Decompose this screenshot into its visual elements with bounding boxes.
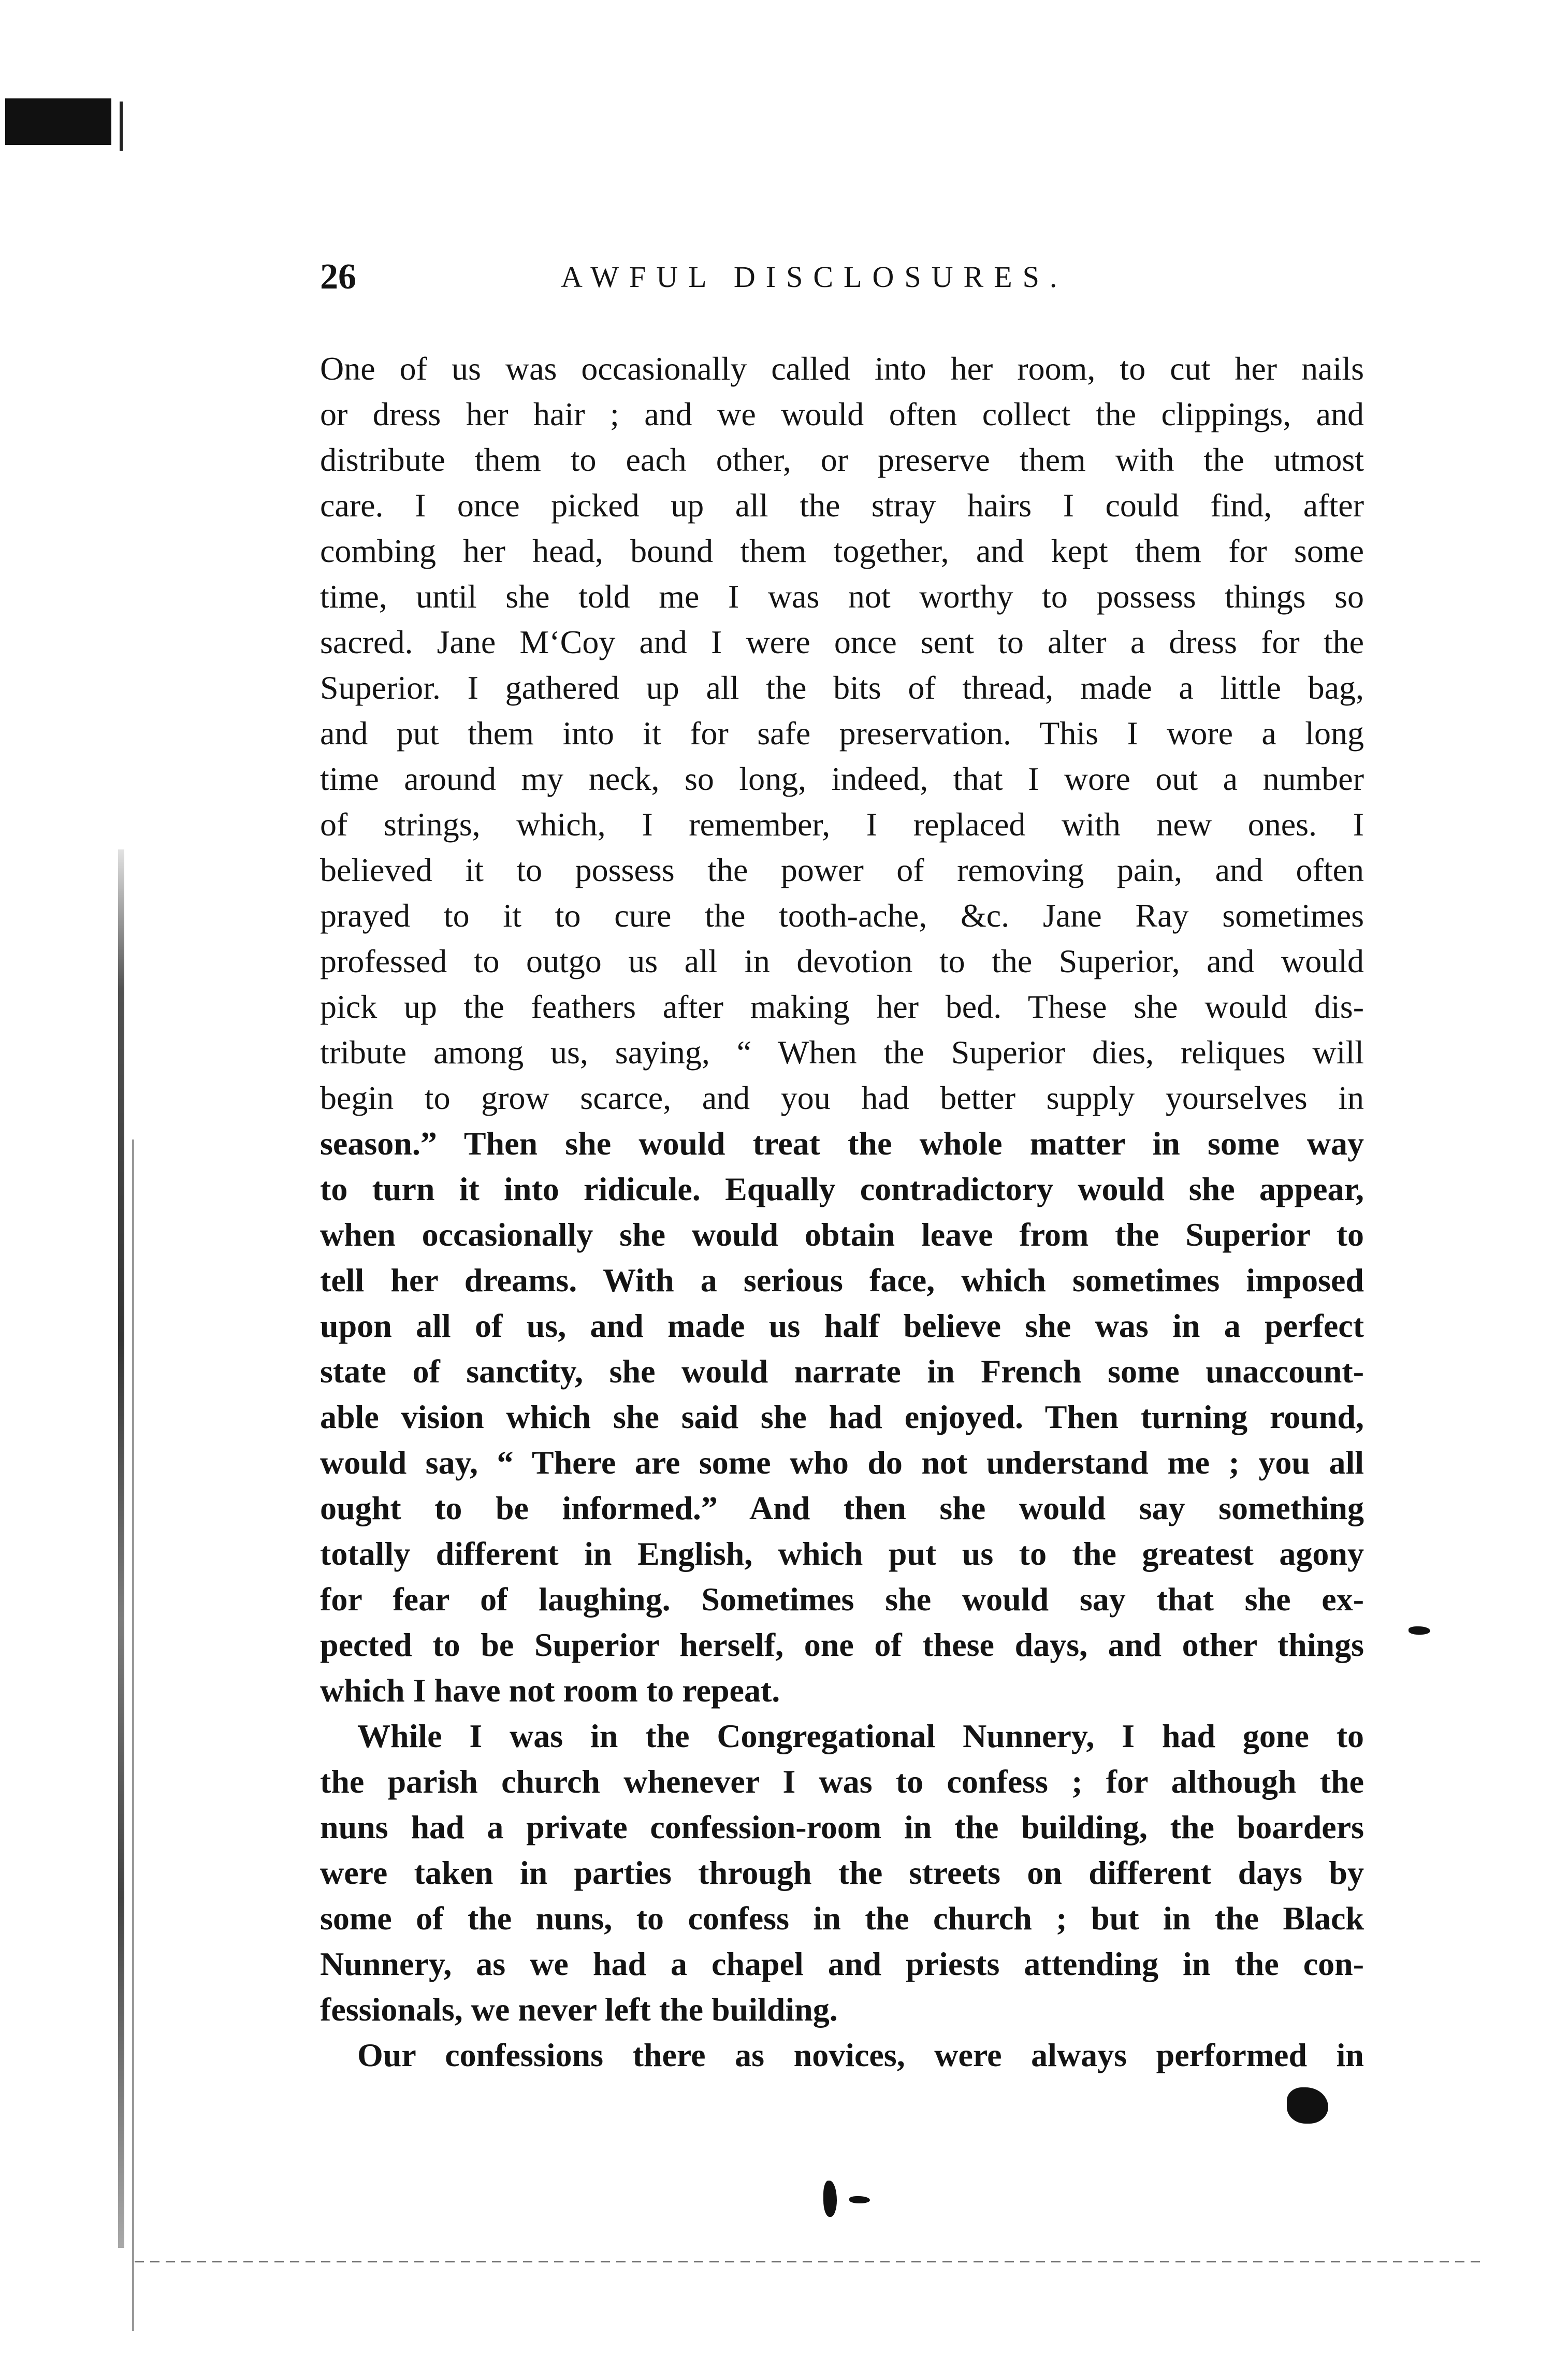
text-line: professed to outgo us all in devotion to the Superior, and would <box>320 943 1364 979</box>
text-line: able vision which she said she had enjoyed. Then turning round, <box>320 1398 1364 1435</box>
text-line: combing her head, bound them together, and kept them for some <box>320 532 1364 569</box>
text-line: to turn it into ridicule. Equally contradictory would she appear, <box>320 1171 1364 1207</box>
text-line: fessionals, we never left the building. <box>320 1991 838 2028</box>
text-line: begin to grow scarce, and you had better supply yourselves in <box>320 1079 1364 1116</box>
text-line: some of the nuns, to confess in the church ; but in the Black <box>320 1900 1364 1937</box>
text-line: were taken in parties through the streets on different days by <box>320 1854 1364 1891</box>
text-line: One of us was occasionally called into her room, to cut her nails <box>320 350 1364 387</box>
text-line: upon all of us, and made us half believe she was in a perfect <box>320 1307 1364 1344</box>
text-line: the parish church whenever I was to confess ; for although the <box>320 1763 1364 1800</box>
text-line: While I was in the Congregational Nunnery, I had gone to <box>357 1718 1364 1754</box>
text-line: time around my neck, so long, indeed, that I wore out a number <box>320 760 1364 797</box>
text-line: of strings, which, I remember, I replaced with new ones. I <box>320 806 1364 843</box>
page-header <box>320 256 1428 298</box>
text-line: believed it to possess the power of removing pain, and often <box>320 852 1364 888</box>
binding-shadow-inner <box>132 1139 134 2331</box>
text-line: or dress her hair ; and we would often collect the clippings, and <box>320 396 1364 432</box>
text-line: pected to be Superior herself, one of these days, and other things <box>320 1626 1364 1663</box>
text-line: when occasionally she would obtain leave from the Superior to <box>320 1216 1364 1253</box>
text-line: Superior. I gathered up all the bits of thread, made a little bag, <box>320 669 1364 706</box>
text-line: which I have not room to repeat. <box>320 1672 780 1709</box>
text-line: pick up the feathers after making her bed. These she would dis- <box>320 988 1364 1025</box>
ink-blot <box>823 2181 837 2217</box>
text-line: ought to be informed.” And then she would say something <box>320 1490 1364 1526</box>
scan-bottom-line <box>135 2261 1481 2262</box>
running-head: AWFUL DISCLOSURES. <box>561 260 1068 294</box>
text-line: for fear of laughing. Sometimes she would say that she ex- <box>320 1581 1364 1618</box>
text-line: care. I once picked up all the stray hairs I could find, after <box>320 487 1364 524</box>
text-line: Our confessions there as novices, were always performed in <box>357 2037 1364 2073</box>
text-line: state of sanctity, she would narrate in French some unaccount- <box>320 1353 1364 1390</box>
text-line: nuns had a private confession-room in the building, the boarders <box>320 1809 1364 1845</box>
text-line: prayed to it to cure the tooth-ache, &c. Jane Ray sometimes <box>320 897 1364 934</box>
page-number: 26 <box>320 257 356 297</box>
text-line: Nunnery, as we had a chapel and priests attending in the con- <box>320 1945 1364 1982</box>
text-line: tell her dreams. With a serious face, which sometimes imposed <box>320 1262 1364 1299</box>
ink-blot <box>849 2196 870 2203</box>
text-line: distribute them to each other, or preserve them with the utmost <box>320 441 1364 478</box>
binding-shadow <box>118 849 124 2248</box>
text-line: sacred. Jane M‘Coy and I were once sent to alter a dress for the <box>320 624 1364 660</box>
body-text <box>320 346 1364 2078</box>
scan-artifact <box>5 98 111 145</box>
ink-blot <box>1287 2087 1328 2124</box>
text-line: time, until she told me I was not worthy to possess things so <box>320 578 1364 615</box>
ink-blot <box>1409 1626 1430 1635</box>
text-line: tribute among us, saying, “ When the Superior dies, reliques will <box>320 1034 1364 1071</box>
text-line: would say, “ There are some who do not understand me ; you all <box>320 1444 1364 1481</box>
text-line: and put them into it for safe preservation. This I wore a long <box>320 715 1364 752</box>
text-line: season.” Then she would treat the whole matter in some way <box>320 1125 1364 1162</box>
text-line: totally different in English, which put us to the greatest agony <box>320 1535 1364 1572</box>
